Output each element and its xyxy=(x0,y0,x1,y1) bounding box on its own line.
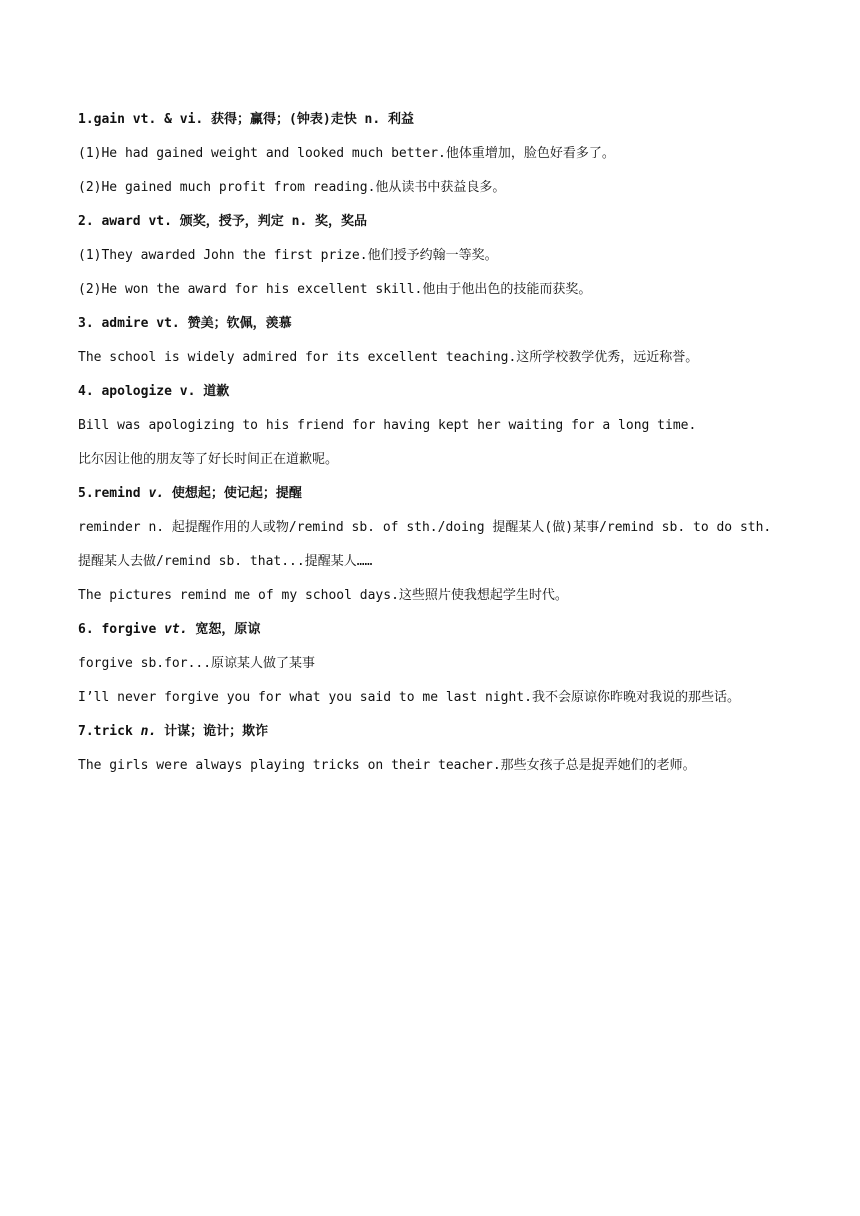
heading-part-of-speech: vt. xyxy=(164,622,188,637)
heading-meaning: 宽恕，原谅 xyxy=(187,622,261,637)
heading-meaning: 计谋；诡计；欺诈 xyxy=(156,724,269,739)
entry-heading-admire: 3. admire vt. 赞美；钦佩，羡慕 xyxy=(78,316,292,331)
usage-line: forgive sb.for...原谅某人做了某事 xyxy=(78,656,316,671)
usage-line: reminder n. 起提醒作用的人或物/remind sb. of sth./doing 提醒某人(做)某事/remind sb. to do sth. xyxy=(78,520,772,535)
heading-part-of-speech: v. xyxy=(148,486,165,501)
example-line: 比尔因让他的朋友等了好长时间正在道歉呢。 xyxy=(78,452,339,467)
entry-heading-forgive xyxy=(78,618,798,652)
example-line: I’ll never forgive you for what you said to me last night.我不会原谅你昨晚对我说的那些话。 xyxy=(78,690,740,705)
heading-word: 5.remind xyxy=(78,486,149,501)
entry-heading-apologize: 4. apologize v. 道歉 xyxy=(78,384,230,399)
entry-heading-award: 2. award vt. 颁奖，授予，判定 n. 奖，奖品 xyxy=(78,214,368,229)
vocabulary-document xyxy=(78,108,798,788)
example-line: (1)They awarded John the first prize.他们授予约翰一等奖。 xyxy=(78,248,498,263)
example-line: The pictures remind me of my school days.这些照片使我想起学生时代。 xyxy=(78,588,568,603)
example-line: The girls were always playing tricks on their teacher.那些女孩子总是捉弄她们的老师。 xyxy=(78,758,696,773)
example-line: (2)He gained much profit from reading.他从读书中获益良多。 xyxy=(78,180,506,195)
example-line: (1)He had gained weight and looked much better.他体重增加，脸色好看多了。 xyxy=(78,146,615,161)
usage-line: 提醒某人去做/remind sb. that...提醒某人…… xyxy=(78,554,373,569)
example-line: Bill was apologizing to his friend for having kept her waiting for a long time. xyxy=(78,418,697,433)
example-line: The school is widely admired for its excellent teaching.这所学校教学优秀，远近称誉。 xyxy=(78,350,699,365)
example-line: (2)He won the award for his excellent skill.他由于他出色的技能而获奖。 xyxy=(78,282,592,297)
heading-part-of-speech: n. xyxy=(140,724,157,739)
entry-heading-remind xyxy=(78,482,798,516)
heading-meaning: 使想起；使记起；提醒 xyxy=(164,486,302,501)
entry-heading-gain: 1.gain vt. & vi. 获得；赢得；(钟表)走快 n. 利益 xyxy=(78,112,415,127)
entry-heading-trick xyxy=(78,720,798,754)
heading-word: 7.trick xyxy=(78,724,141,739)
heading-word: 6. forgive xyxy=(78,622,165,637)
